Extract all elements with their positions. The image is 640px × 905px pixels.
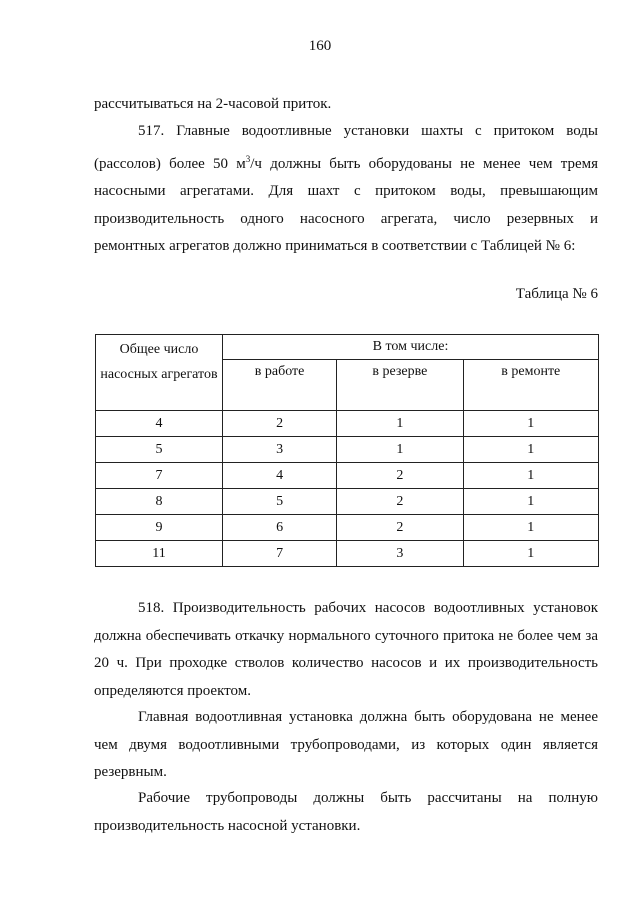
cell-reserve: 2 <box>337 515 463 541</box>
paragraph-pipes: Рабочие трубопроводы должны быть рассчитаны на полную производительность насосной установки. <box>94 790 598 834</box>
cell-reserve: 2 <box>337 489 463 515</box>
cell-work: 4 <box>223 463 337 489</box>
cell-reserve: 2 <box>337 463 463 489</box>
paragraph-main-unit: Главная водоотливная установка должна быть оборудована не менее чем двумя водоотливными трубопроводами, из которых один является резервным. <box>94 709 598 780</box>
paragraph-517-part2: /ч должны быть оборудованы не менее чем тремя насосными агрегатами. Для шахт с притоком воды, превышающим производительность одного насосного агрегата, число резервных и ремонтных агрегатов должно приниматься в соответствии с Таблицей № 6: <box>94 155 598 254</box>
pump-table <box>95 334 599 567</box>
cell-repair: 1 <box>463 411 598 437</box>
header-in-reserve: в резерве <box>337 360 463 411</box>
header-total-pumps: Общее число насосных агрегатов <box>96 335 223 411</box>
cell-total: 8 <box>96 489 223 515</box>
page-number: 160 <box>308 38 332 54</box>
cell-repair: 1 <box>463 463 598 489</box>
table-row <box>96 515 599 541</box>
paragraph-518: 518. Производительность рабочих насосов водоотливных установок должна обеспечивать откачку нормального суточного притока не более чем за 20 ч. При проходке стволов количество насосов и их производительность определяются проектом. <box>94 600 598 699</box>
cell-repair: 1 <box>463 437 598 463</box>
cell-repair: 1 <box>463 489 598 515</box>
paragraph-517-part1: 517. Главные водоотливные установки шахты с притоком воды (рассолов) более 50 м <box>94 123 598 172</box>
cell-work: 5 <box>223 489 337 515</box>
cell-total: 7 <box>96 463 223 489</box>
cell-reserve: 3 <box>337 541 463 567</box>
table-row <box>96 463 599 489</box>
cell-repair: 1 <box>463 541 598 567</box>
cell-total: 11 <box>96 541 223 567</box>
table-caption: Таблица № 6 <box>515 286 598 302</box>
table-row <box>96 411 599 437</box>
header-in-repair: в ремонте <box>463 360 598 411</box>
paragraph-517 <box>94 118 598 261</box>
table-row <box>96 489 599 515</box>
table-row <box>96 437 599 463</box>
cell-repair: 1 <box>463 515 598 541</box>
header-including: В том числе: <box>223 335 599 360</box>
cell-work: 6 <box>223 515 337 541</box>
table-row <box>96 541 599 567</box>
header-in-work: в работе <box>223 360 337 411</box>
cell-total: 4 <box>96 411 223 437</box>
cell-total: 5 <box>96 437 223 463</box>
superscript-3: 3 <box>245 153 251 164</box>
cell-reserve: 1 <box>337 437 463 463</box>
cell-work: 2 <box>223 411 337 437</box>
paragraph-continuation: рассчитываться на 2-часовой приток. <box>94 96 332 112</box>
cell-reserve: 1 <box>337 411 463 437</box>
cell-total: 9 <box>96 515 223 541</box>
cell-work: 7 <box>223 541 337 567</box>
cell-work: 3 <box>223 437 337 463</box>
